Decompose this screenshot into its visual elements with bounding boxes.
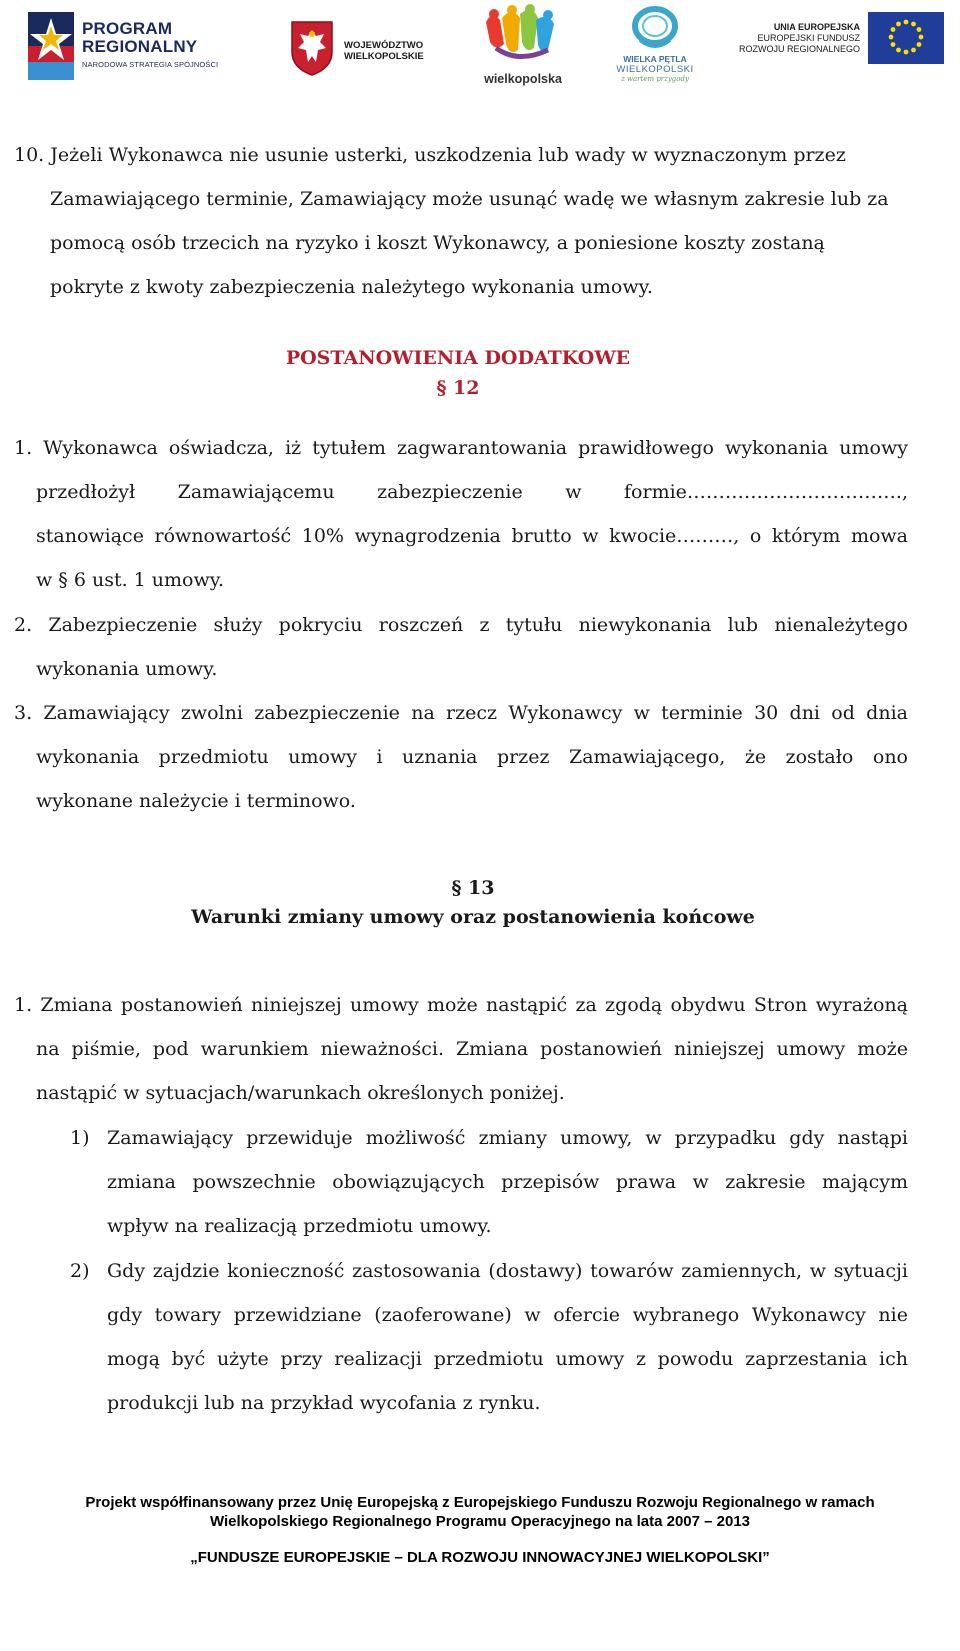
eu-line1: UNIA EUROPEJSKA: [773, 22, 860, 32]
s13-item1-line2: zmiana powszechnie obowiązujących przepisów prawa w zakresie mającym: [107, 1171, 908, 1193]
footer-line3: „FUNDUSZE EUROPEJSKIE – DLA ROZWOJU INNOWACYJNEJ WIELKOPOLSKI”: [190, 1549, 770, 1566]
eu-flag-icon: [868, 12, 944, 64]
wojewodztwo-text: [344, 40, 424, 62]
s13-item2-line3: mogą być użyte przy realizacji przedmiotu umowy z powodu zaprzestania ich: [107, 1348, 908, 1370]
s12-p1-line3: stanowiące równowartość 10% wynagrodzenia brutto w kwocie………, o którym mowa: [36, 525, 908, 547]
p10-line4: pokryte z kwoty zabezpieczenia należytego wykonania umowy.: [50, 276, 653, 298]
wielka-petla-logo: [612, 4, 698, 88]
wojewodztwo-line2: WIELKOPOLSKIE: [344, 51, 424, 62]
heading-postanowienia-dodatkowe: POSTANOWIENIA DODATKOWE: [285, 347, 631, 369]
wielkopolska-logo: [478, 4, 568, 90]
s12-p3-line2: wykonania przedmiotu umowy i uznania przez Zamawiającego, że zostało ono: [36, 746, 908, 768]
eu-text: [712, 22, 860, 55]
wojewodztwo-line1: WOJEWÓDZTWO: [344, 40, 424, 51]
footer-line2: Wielkopolskiego Regionalnego Programu Operacyjnego na lata 2007 – 2013: [209, 1513, 751, 1530]
wielka-petla-line3: z wartem przygody: [621, 75, 689, 83]
section-13-heading: § 13: [451, 877, 495, 899]
s13-item2-line2: gdy towary przewidziane (zaoferowane) w ofercie wybranego Wykonawcy nie: [107, 1304, 908, 1326]
s12-p1-line4: w § 6 ust. 1 umowy.: [36, 569, 225, 591]
footer-line1: Projekt współfinansowany przez Unię Europejską z Europejskiego Funduszu Rozwoju Regionalnego w ramach: [85, 1494, 875, 1511]
s12-p3-line1: 3. Zamawiający zwolni zabezpieczenie na rzecz Wykonawcy w terminie 30 dni od dnia: [14, 702, 908, 724]
program-regionalny-line2: REGIONALNY: [82, 37, 198, 56]
wielkopolska-text: wielkopolska: [484, 72, 562, 86]
logo-header: [0, 0, 960, 95]
s13-p1-line1: 1. Zmiana postanowień niniejszej umowy może nastąpić za zgodą obydwu Stron wyrażoną: [14, 994, 908, 1016]
s13-item2-number: 2): [70, 1260, 90, 1282]
program-regionalny-line1: PROGRAM: [82, 19, 173, 38]
p10-line3: pomocą osób trzecich na ryzyko i koszt Wykonawcy, a poniesione koszty zostaną: [50, 232, 825, 254]
s12-p2-line1: 2. Zabezpieczenie służy pokryciu roszczeń z tytułu niewykonania lub nienależytego: [14, 614, 908, 636]
wojewodztwo-logo: [290, 20, 440, 82]
s13-item1-line3: wpływ na realizacją przedmiotu umowy.: [107, 1215, 492, 1237]
heading-warunki-zmiany: Warunki zmiany umowy oraz postanowienia końcowe: [191, 906, 755, 928]
eu-line2: EUROPEJSKI FUNDUSZ: [757, 33, 860, 43]
s13-p1-line2: na piśmie, pod warunkiem nieważności. Zmiana postanowień niniejszej umowy może: [36, 1038, 908, 1060]
p10-line1: 10. Jeżeli Wykonawca nie usunie usterki, uszkodzenia lub wady w wyznaczonym przez: [14, 144, 846, 166]
program-regionalny-text: [82, 20, 218, 71]
s12-p1-line2: przedłożył Zamawiającemu zabezpieczenie w formie…………………………….,: [36, 481, 908, 503]
eu-logo: [712, 12, 944, 68]
s13-item2-line4: produkcji lub na przykład wycofania z rynku.: [107, 1392, 541, 1414]
p10-line2: Zamawiającego terminie, Zamawiający może usunąć wadę we własnym zakresie lub za: [50, 188, 889, 210]
wielka-petla-line2: WIELKOPOLSKI: [616, 64, 694, 75]
wielka-petla-loop-icon: [626, 4, 684, 54]
program-regionalny-logo: [28, 12, 238, 84]
wielka-petla-text: [612, 54, 698, 84]
s12-p1-line1: 1. Wykonawca oświadcza, iż tytułem zagwarantowania prawidłowego wykonania umowy: [14, 437, 908, 459]
eagle-shield-icon: [290, 20, 334, 76]
s13-item1-line1: Zamawiający przewiduje możliwość zmiany umowy, w przypadku gdy nastąpi: [107, 1127, 908, 1149]
s13-item1-number: 1): [70, 1127, 90, 1149]
program-regionalny-star-icon: [28, 12, 74, 80]
s13-p1-line3: nastąpić w sytuacjach/warunkach określonych poniżej.: [36, 1082, 565, 1104]
s13-item2-line1: Gdy zajdzie konieczność zastosowania (dostawy) towarów zamiennych, w sytuacji: [107, 1260, 908, 1282]
eu-line3: ROZWOJU REGIONALNEGO: [738, 44, 860, 54]
wielka-petla-line1: WIELKA PĘTLA: [623, 54, 687, 64]
program-regionalny-subtitle: NARODOWA STRATEGIA SPÓJNOŚCI: [82, 60, 219, 69]
wielkopolska-figures-icon: [478, 4, 568, 70]
eu-stars-icon: [868, 12, 944, 64]
s12-p2-line2: wykonania umowy.: [36, 658, 218, 680]
s12-p3-line3: wykonane należycie i terminowo.: [36, 790, 356, 812]
section-12-heading: § 12: [436, 377, 480, 399]
